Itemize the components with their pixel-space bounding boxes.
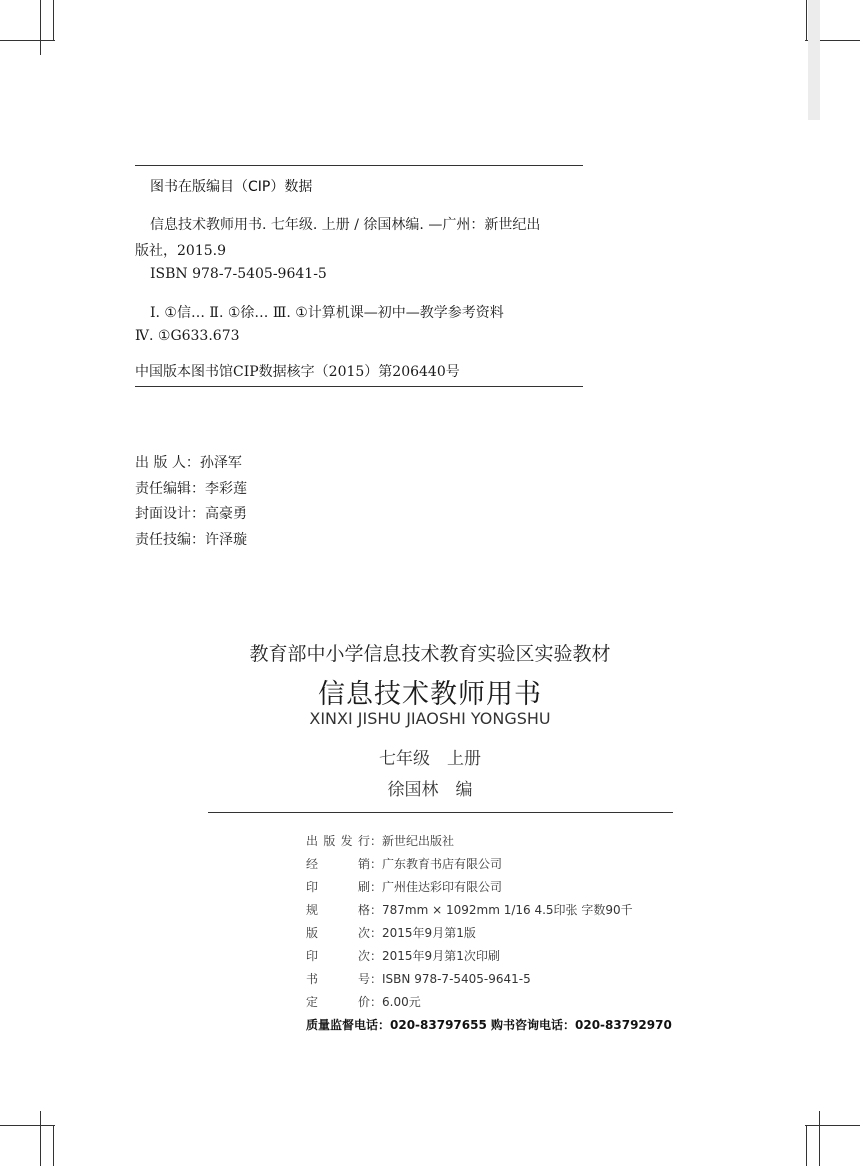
publication-value: 广州佳达彩印有限公司 [382,880,503,894]
publication-row: 书号：ISBN 978-7-5405-9641-5 [306,972,531,986]
publication-label: 规格 [306,903,370,917]
cip-line: 信息技术教师用书. 七年级. 上册 / 徐国林编. —广州：新世纪出 [150,217,541,233]
cip-line: 版社，2015.9 [135,243,226,259]
staff-item: 责任技编：许泽璇 [135,532,247,548]
publication-row: 版次：2015年9月第1版 [306,926,476,940]
grade-volume: 七年级 上册 [379,749,481,769]
staff-label: 封面设计 [135,506,191,522]
publication-row: 出版发行：新世纪出版社 [306,834,455,848]
publication-value: 2015年9月第1次印刷 [382,949,500,963]
publication-label: 定价 [306,995,370,1009]
publication-row: 定价：6.00元 [306,995,421,1009]
publication-value: ISBN 978-7-5405-9641-5 [382,972,531,986]
publication-row: 经销：广东教育书店有限公司 [306,857,503,871]
cip-heading: 图书在版编目（CIP）数据 [150,179,313,195]
publication-value: 6.00元 [382,995,421,1009]
publication-label: 印次 [306,949,370,963]
publication-label: 经销 [306,857,370,871]
hotline: 质量监督电话：020-83797655 购书咨询电话：020-83792970 [306,1018,672,1032]
cip-footer: 中国版本图书馆CIP数据核字（2015）第206440号 [135,364,460,380]
publication-label: 版次 [306,926,370,940]
staff-value: 高豪勇 [205,506,247,522]
staff-label: 出 版 人 [135,455,186,471]
cip-top-rule [135,165,583,166]
staff-item: 责任编辑：李彩莲 [135,481,247,497]
staff-item: 封面设计：高豪勇 [135,506,247,522]
staff-value: 许泽璇 [205,532,247,548]
cip-line: Ⅰ. ①信… Ⅱ. ①徐… Ⅲ. ①计算机课—初中—教学参考资料 [150,305,504,321]
publication-label: 书号 [306,972,370,986]
publication-value: 广东教育书店有限公司 [382,857,503,871]
staff-value: 李彩莲 [205,481,247,497]
cip-line: Ⅳ. ①G633.673 [135,328,240,344]
staff-label: 责任技编 [135,532,191,548]
publication-row: 印刷：广州佳达彩印有限公司 [306,880,503,894]
imprint-rule [208,812,673,813]
book-pinyin: XINXI JISHU JIAOSHI YONGSHU [309,709,551,728]
publication-row: 规格：787mm × 1092mm 1/16 4.5印张 字数90千 [306,903,633,917]
book-title: 信息技术教师用书 [318,679,542,710]
author-line: 徐国林 编 [387,780,473,800]
publication-label: 印刷 [306,880,370,894]
staff-item: 出 版 人：孙泽军 [135,455,242,471]
cip-bottom-rule [135,386,583,387]
publication-value: 新世纪出版社 [382,834,455,848]
publication-value: 787mm × 1092mm 1/16 4.5印张 字数90千 [382,903,633,917]
series-title: 教育部中小学信息技术教育实验区实验教材 [249,643,611,665]
publication-value: 2015年9月第1版 [382,926,476,940]
cip-line: ISBN 978-7-5405-9641-5 [150,266,327,282]
staff-label: 责任编辑 [135,481,191,497]
staff-value: 孙泽军 [199,455,242,471]
publication-row: 印次：2015年9月第1次印刷 [306,949,500,963]
publication-label: 出版发行 [306,834,370,848]
